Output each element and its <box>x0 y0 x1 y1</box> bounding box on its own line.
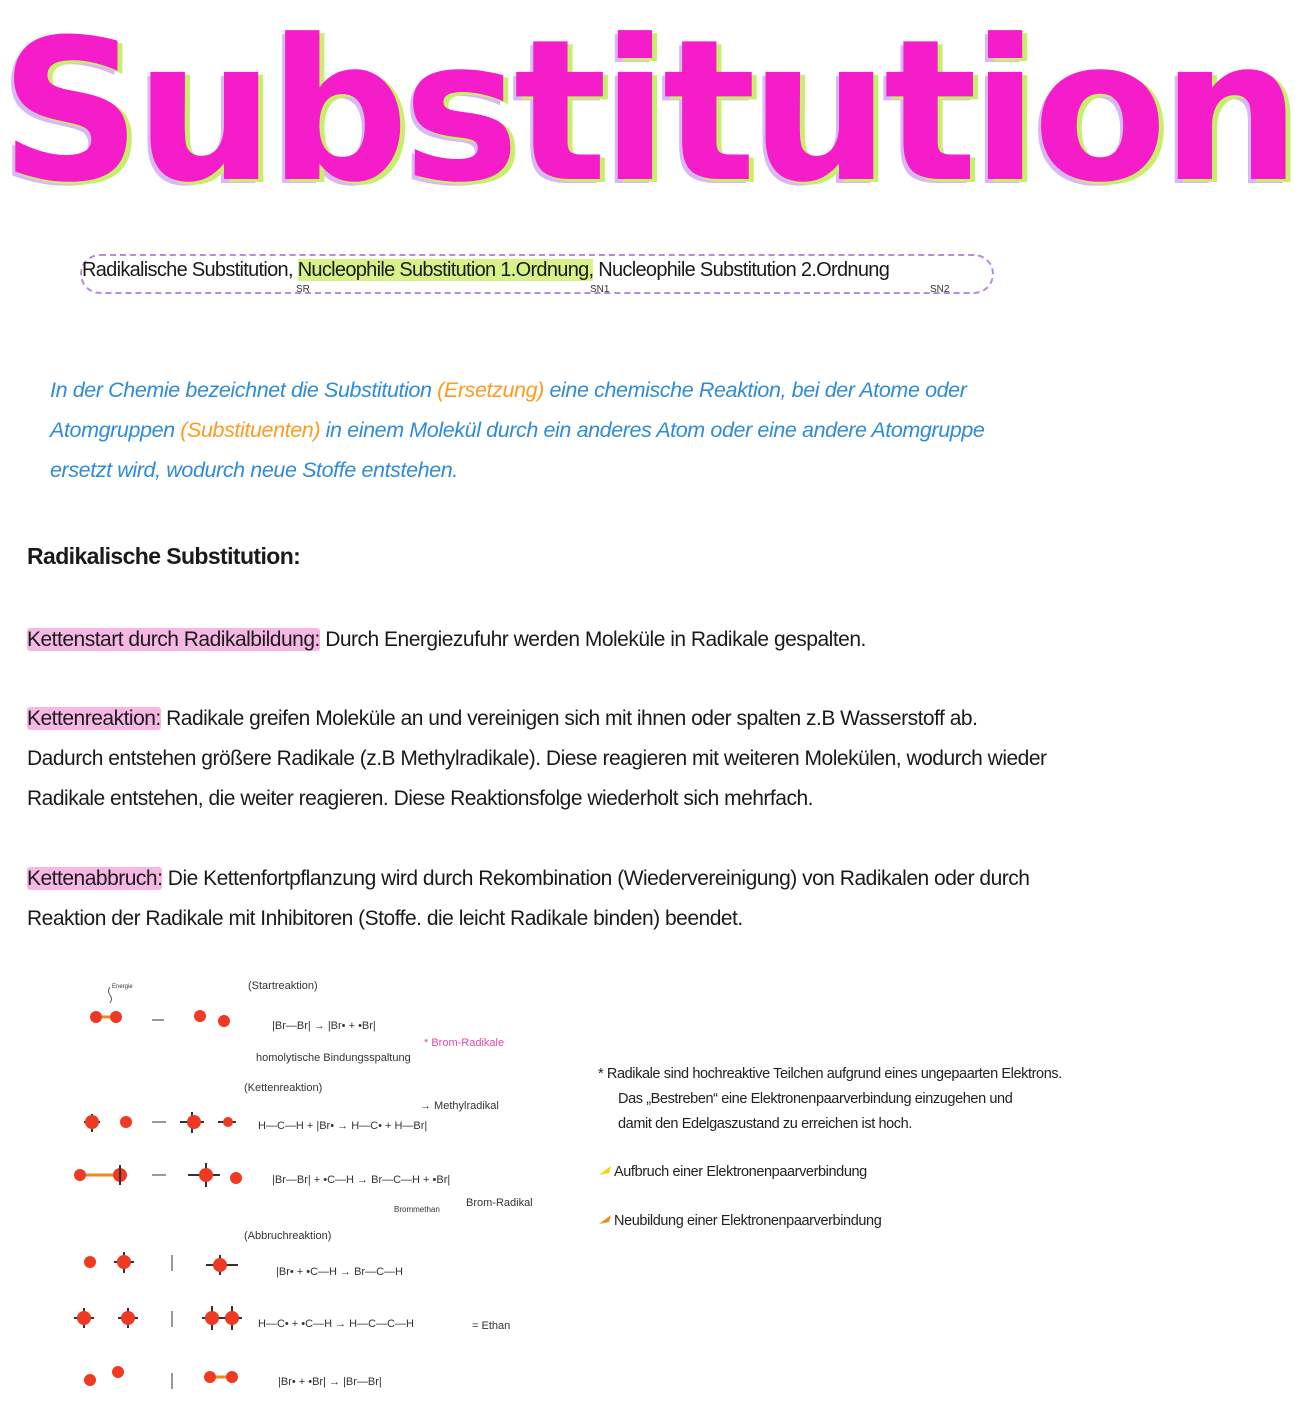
yellow-marker-icon <box>598 1160 614 1185</box>
label-startreaktion: (Startreaktion) <box>248 980 318 992</box>
equation-kette-2: |Br—Br| + •C—H → Br—C—H + •Br| <box>272 1174 451 1186</box>
intro-text-3: in einem Molekül durch ein anderes Atom oder eine andere Atomgruppe ersetzt wird, wodurch neue Stoffe entstehen. <box>50 418 985 482</box>
legend-aufbruch-text: Aufbruch einer Elektronenpaarverbindung <box>614 1164 867 1180</box>
label-brom-radikale: * Brom-Radikale <box>424 1037 505 1049</box>
equation-abbruch-1: |Br• + •C—H → Br—C—H <box>276 1266 403 1278</box>
legend-neubildung <box>598 1209 881 1234</box>
row-abbruch-2 <box>74 1306 242 1330</box>
label-kettenreaktion: (Kettenreaktion) <box>244 1082 323 1094</box>
subtitle-part-sn2: Nucleophile Substitution 2.Ordnung <box>598 259 890 281</box>
subtitle-part-sn1: Nucleophile Substitution 1.Ordnung, <box>297 259 594 281</box>
kettenabbruch-term: Kettenabbruch: <box>27 867 163 890</box>
note-line-3: damit den Edelgaszustand zu erreichen ist hoch. <box>618 1116 912 1132</box>
row-kette-2 <box>74 1163 242 1187</box>
kettenreaktion-term: Kettenreaktion: <box>27 707 161 730</box>
label-brom-radikal: Brom-Radikal <box>466 1197 533 1209</box>
kettenabbruch-text: Die Kettenfortpflanzung wird durch Rekombination (Wiedervereinigung) von Radikalen oder durch Reaktion der Radikale mit Inhibitoren (Stoffe. die leicht Radikale binden) beendet. <box>27 867 1030 930</box>
section-heading: Radikalische Substitution: <box>27 543 301 569</box>
legend-aufbruch <box>598 1160 867 1185</box>
intro-highlight-ersetzung: (Ersetzung) <box>437 378 544 402</box>
orange-marker-icon <box>598 1209 614 1234</box>
label-ethan: = Ethan <box>472 1320 511 1332</box>
kettenstart-paragraph <box>27 620 1057 660</box>
label-energie: Energie <box>112 984 133 990</box>
note-radikale <box>598 1062 1062 1137</box>
label-methylradikal: → Methylradikal <box>420 1100 499 1112</box>
note-line-2: Das „Bestreben“ eine Elektronenpaarverbindung einzugehen und <box>618 1091 1013 1107</box>
equation-start: |Br—Br| → |Br• + •Br| <box>272 1020 376 1032</box>
kettenabbruch-paragraph <box>27 859 1057 939</box>
label-homolytisch: homolytische Bindungsspaltung <box>256 1052 411 1064</box>
kettenstart-text: Durch Energiezufuhr werden Moleküle in Radikale gespalten. <box>319 628 866 651</box>
intro-highlight-substituenten: (Substituenten) <box>180 418 321 442</box>
label-abbruchreaktion: (Abbruchreaktion) <box>244 1230 332 1242</box>
intro-text-2: eine chemische Reaktion, bei der Atome oder Atomgruppen <box>50 378 967 442</box>
intro-text-1: In der Chemie bezeichnet die Substitution <box>50 378 438 402</box>
subtitle-index-sn1: SN1 <box>590 284 610 295</box>
row-start <box>90 1010 230 1027</box>
page-title: Substitution <box>0 0 1295 226</box>
row-abbruch-1 <box>84 1252 238 1275</box>
subtitle-index-sr: SR <box>296 284 310 295</box>
subtitle-index-sn2: SN2 <box>930 284 950 295</box>
subtitle-part-radikalisch: Radikalische Substitution, <box>82 259 293 281</box>
kettenreaktion-paragraph <box>27 699 1057 819</box>
intro-paragraph <box>50 370 1050 490</box>
row-kette-1 <box>84 1112 236 1133</box>
legend-neubildung-text: Neubildung einer Elektronenpaarverbindung <box>614 1213 882 1229</box>
row-abbruch-3 <box>84 1366 238 1389</box>
equation-abbruch-2: H—C• + •C—H → H—C—C—H <box>258 1318 414 1330</box>
note-line-1: * Radikale sind hochreaktive Teilchen aufgrund eines ungepaarten Elektrons. <box>598 1066 1062 1082</box>
label-brommethan: Brommethan <box>394 1205 440 1214</box>
kettenstart-term: Kettenstart durch Radikalbildung: <box>27 628 320 651</box>
subtitle <box>82 259 889 282</box>
equation-abbruch-3: |Br• + •Br| → |Br—Br| <box>278 1376 382 1388</box>
molecule-diagram <box>60 975 250 1395</box>
kettenreaktion-text: Radikale greifen Moleküle an und vereinigen sich mit ihnen oder spalten z.B Wasserstoff ab. Dadurch entstehen größere Radikale (z.B Methylradikale). Diese reagieren mit weiteren Molekülen, wodurch wieder Radikale entstehen, die weiter reagieren. Diese Reaktionsfolge wiederholt sich mehrfach. <box>27 707 1047 810</box>
equation-kette-1: H—C—H + |Br• → H—C• + H—Br| <box>258 1120 428 1132</box>
